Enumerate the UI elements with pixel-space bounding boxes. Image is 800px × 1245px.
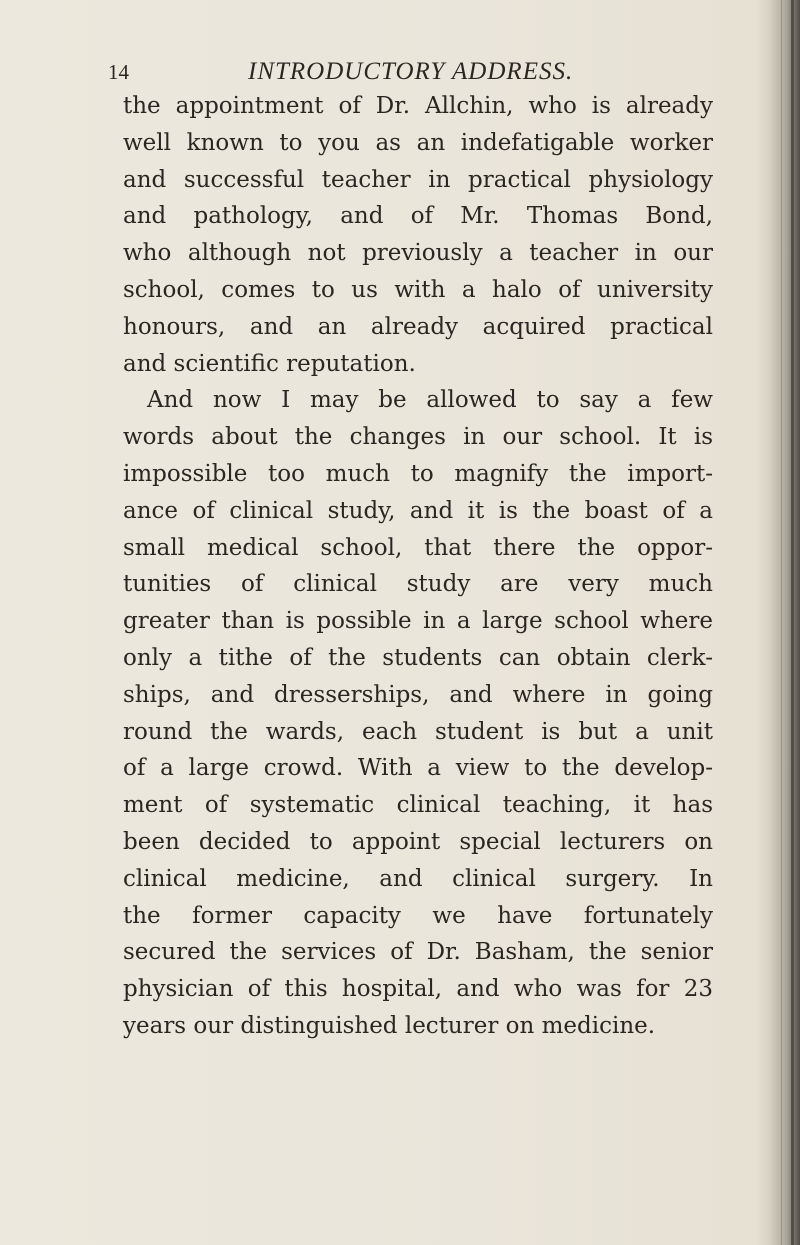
text-line: years our distinguished lecturer on medicine. — [123, 1012, 656, 1039]
text-line: tunities of clinical study are very much — [123, 571, 713, 598]
text-line: And now I may be allowed to say a few — [147, 387, 713, 414]
text-line: words about the changes in our school. It is — [123, 424, 713, 451]
text-line: school, comes to us with a halo of university — [123, 276, 713, 303]
text-line: physician of this hospital, and who was for 23 — [123, 976, 713, 1003]
text-line: ships, and dresserships, and where in going — [123, 681, 713, 708]
text-line: who although not previously a teacher in our — [123, 240, 713, 267]
text-line: and pathology, and of Mr. Thomas Bond, — [123, 203, 713, 230]
body-text — [123, 88, 713, 1045]
text-line: only a tithe of the students can obtain clerk- — [123, 644, 713, 671]
running-head: INTRODUCTORY ADDRESS. — [248, 58, 574, 85]
text-line: round the wards, each student is but a unit — [123, 718, 713, 745]
text-line: been decided to appoint special lecturers on — [123, 828, 713, 855]
text-line: of a large crowd. With a view to the develop- — [123, 755, 713, 782]
text-line: the former capacity we have fortunately — [123, 902, 713, 929]
text-line: secured the services of Dr. Basham, the senior — [123, 939, 713, 966]
page-edge-line — [791, 0, 794, 1245]
text-line: honours, and an already acquired practical — [123, 313, 713, 340]
text-line: greater than is possible in a large school where — [123, 608, 713, 635]
text-line: and scientific reputation. — [123, 350, 416, 377]
text-line: the appointment of Dr. Allchin, who is already — [123, 93, 713, 119]
page-number: 14 — [108, 60, 129, 84]
text-line: ment of systematic clinical teaching, it has — [123, 792, 713, 819]
page-edge-line-inner — [781, 0, 782, 1245]
text-line: ance of clinical study, and it is the boast of a — [123, 497, 713, 524]
text-line: clinical medicine, and clinical surgery. In — [123, 865, 713, 892]
text-line: and successful teacher in practical physiology — [123, 166, 713, 193]
page-header — [0, 58, 800, 92]
text-line: small medical school, that there the oppor- — [123, 534, 713, 561]
text-line: well known to you as an indefatigable worker — [123, 129, 713, 156]
text-line: impossible too much to magnify the import- — [123, 460, 713, 487]
